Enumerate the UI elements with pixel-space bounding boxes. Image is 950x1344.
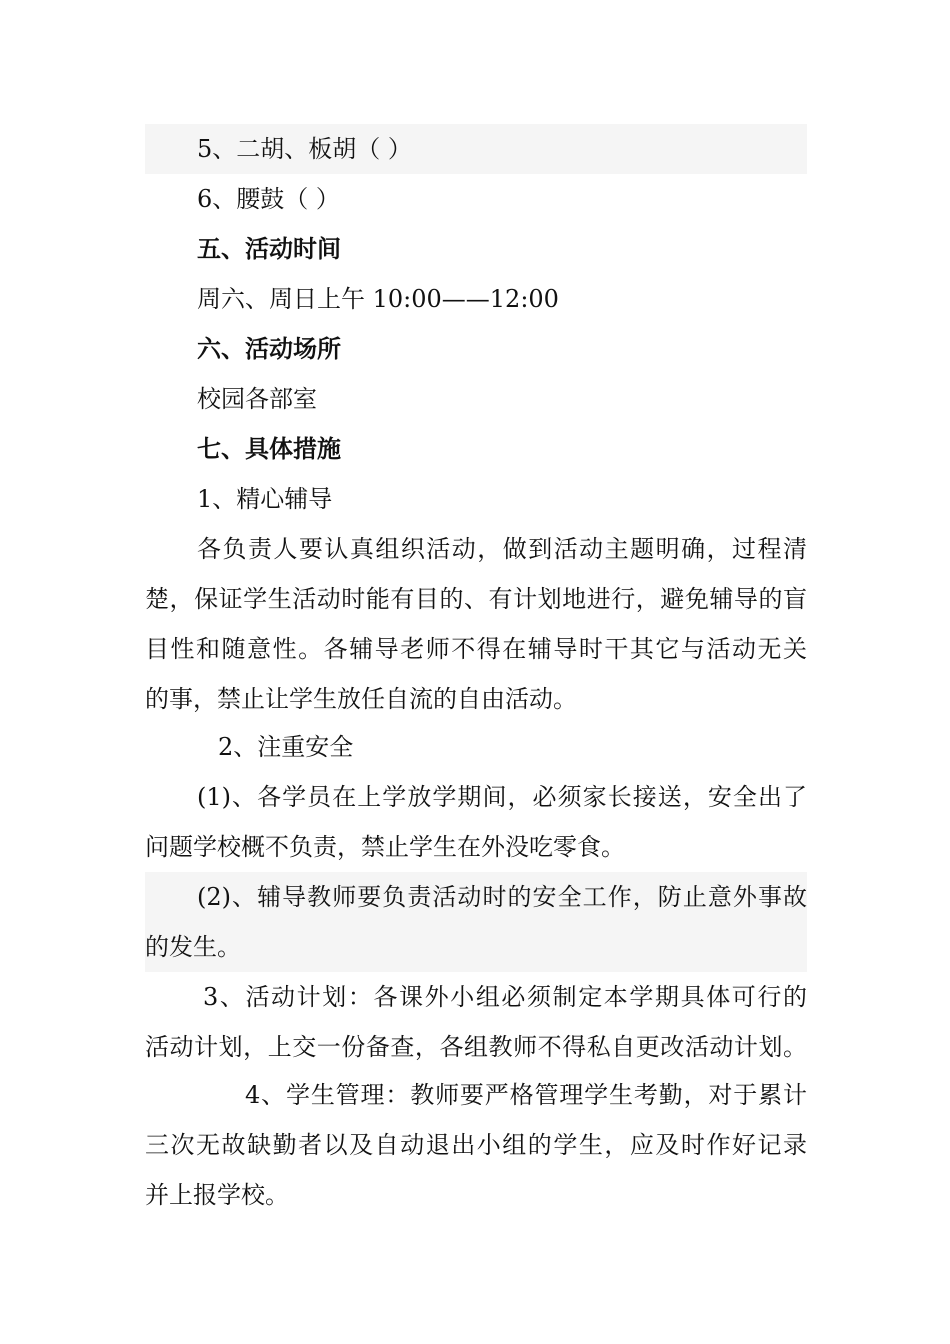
paragraph-line: 3、活动计划：各课外小组必须制定本学期具体可行的 [203,983,807,1011]
paragraph-line: (2)、辅导教师要负责活动时的安全工作，防止意外事故 [197,883,807,911]
paragraph-line: 三次无故缺勤者以及自动退出小组的学生，应及时作好记录 [145,1131,807,1159]
paragraph-line: 各负责人要认真组织活动，做到活动主题明确，过程清 [197,535,807,563]
section-heading: 五、活动时间 [197,235,341,263]
paragraph-line: 的发生。 [145,933,241,961]
paragraph-line: 周六、周日上午 10:00——12:00 [197,285,559,313]
paragraph-line: 楚，保证学生活动时能有目的、有计划地进行，避免辅导的盲 [145,585,807,613]
paragraph-line: 并上报学校。 [145,1181,289,1209]
section-heading: 七、具体措施 [197,435,341,463]
paragraph-line: 问题学校概不负责，禁止学生在外没吃零食。 [145,833,625,861]
paragraph-line: 活动计划，上交一份备查，各组教师不得私自更改活动计划。 [145,1033,807,1061]
paragraph-line: 校园各部室 [197,385,317,413]
paragraph-line: 4、学生管理：教师要严格管理学生考勤，对于累计 [245,1081,807,1109]
sub-heading: 1、精心辅导 [197,485,333,513]
list-item: 5、二胡、板胡（ ） [197,135,412,163]
paragraph-line: (1)、各学员在上学放学期间，必须家长接送，安全出了 [197,783,807,811]
sub-heading: 2、注重安全 [218,733,354,761]
section-heading: 六、活动场所 [197,335,341,363]
list-item: 6、腰鼓（ ） [197,185,340,213]
paragraph-line: 的事，禁止让学生放任自流的自由活动。 [145,685,577,713]
paragraph-line: 目性和随意性。各辅导老师不得在辅导时干其它与活动无关 [145,635,807,663]
